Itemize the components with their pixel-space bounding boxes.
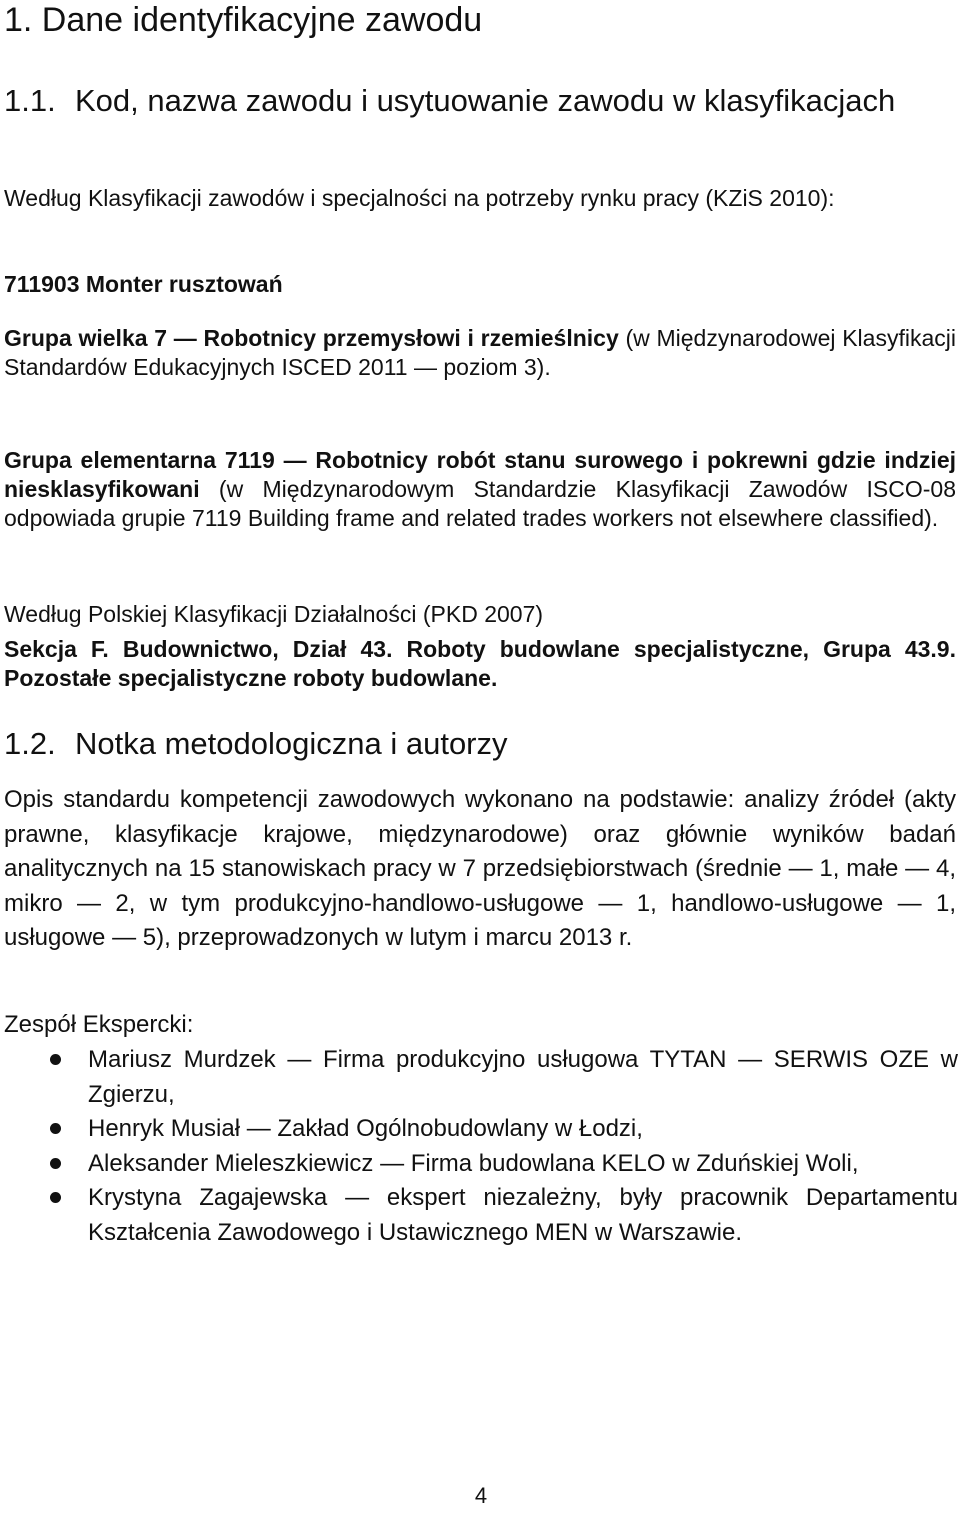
list-item (4, 1112, 958, 1147)
expert-entry: Henryk Musiał — Zakład Ogólnobudowlany w Łodzi, (88, 1115, 643, 1142)
bullet-icon (50, 1054, 61, 1065)
major-group-detail: (w Międzynarodowej Klasyfikacji Standardów Edukacyjnych ISCED 2011 — poziom 3). (4, 325, 956, 380)
list-item (4, 1043, 958, 1112)
pkd-classification-text: Sekcja F. Budownictwo, Dział 43. Roboty budowlane specjalistyczne, Grupa 43.9. Pozostałe specjalistyczne roboty budowlane. (4, 636, 956, 691)
chapter-heading: 1. Dane identyfikacyjne zawodu (4, 1, 483, 39)
section-title: Kod, nazwa zawodu i usytuowanie zawodu w klasyfikacjach (75, 83, 896, 118)
bullet-icon (50, 1192, 61, 1203)
expert-entry: Mariusz Murdzek — Firma produkcyjno usługowa TYTAN — SERWIS OZE w Zgierzu, (88, 1046, 958, 1108)
list-item (4, 1181, 958, 1250)
expert-entry: Krystyna Zagajewska — ekspert niezależny, były pracownik Departamentu Kształcenia Zawodowego i Ustawicznego MEN w Warszawie. (88, 1184, 958, 1246)
expert-team-label: Zespół Ekspercki: (4, 1011, 194, 1038)
pkd-classification (4, 635, 956, 693)
occupation-code-text: 711903 Monter rusztowań (4, 271, 283, 297)
pkd-intro: Według Polskiej Klasyfikacji Działalności (PKD 2007) (4, 601, 544, 627)
elementary-group-detail: (w Międzynarodowym Standardzie Klasyfikacji Zawodów ISCO-08 odpowiada grupie 7119 Building frame and related trades workers not elsewhere classified). (4, 476, 956, 531)
occupation-code (4, 270, 956, 299)
section-number: 1.2. (4, 726, 56, 761)
bullet-icon (50, 1158, 61, 1169)
expert-list (4, 1043, 958, 1250)
kzis-intro: Według Klasyfikacji zawodów i specjalności na potrzeby rynku pracy (KZiS 2010): (4, 185, 835, 211)
list-item (4, 1147, 958, 1182)
major-group-label: Grupa wielka 7 — Robotnicy przemysłowi i rzemieślnicy (4, 325, 619, 351)
expert-entry: Aleksander Mieleszkiewicz — Firma budowlana KELO w Zduńskiej Woli, (88, 1149, 859, 1177)
section-title: Notka metodologiczna i autorzy (75, 726, 508, 761)
major-group-paragraph (4, 324, 956, 382)
elementary-group-paragraph (4, 446, 956, 533)
elementary-group-label: Grupa elementarna 7119 — Robotnicy robót stanu surowego i pokrewni gdzie indziej niesklasyfikowani (4, 447, 956, 502)
page-number: 4 (474, 1483, 488, 1508)
methodology-paragraph: Opis standardu kompetencji zawodowych wykonano na podstawie: analizy źródeł (akty prawne, klasyfikacje krajowe, międzynarodowe) oraz głównie wyników badań analitycznych na 15 stanowiskach pracy w 7 przedsiębiorstwach (średnie — 1, małe — 4, mikro — 2, w tym produkcyjno-handlowo-usługowe — 1, handlowo-usługowe — 1, usługowe — 5), przeprowadzonych w lutym i marcu 2013 r. (4, 786, 956, 951)
section-number: 1.1. (4, 83, 56, 118)
bullet-icon (50, 1123, 61, 1134)
